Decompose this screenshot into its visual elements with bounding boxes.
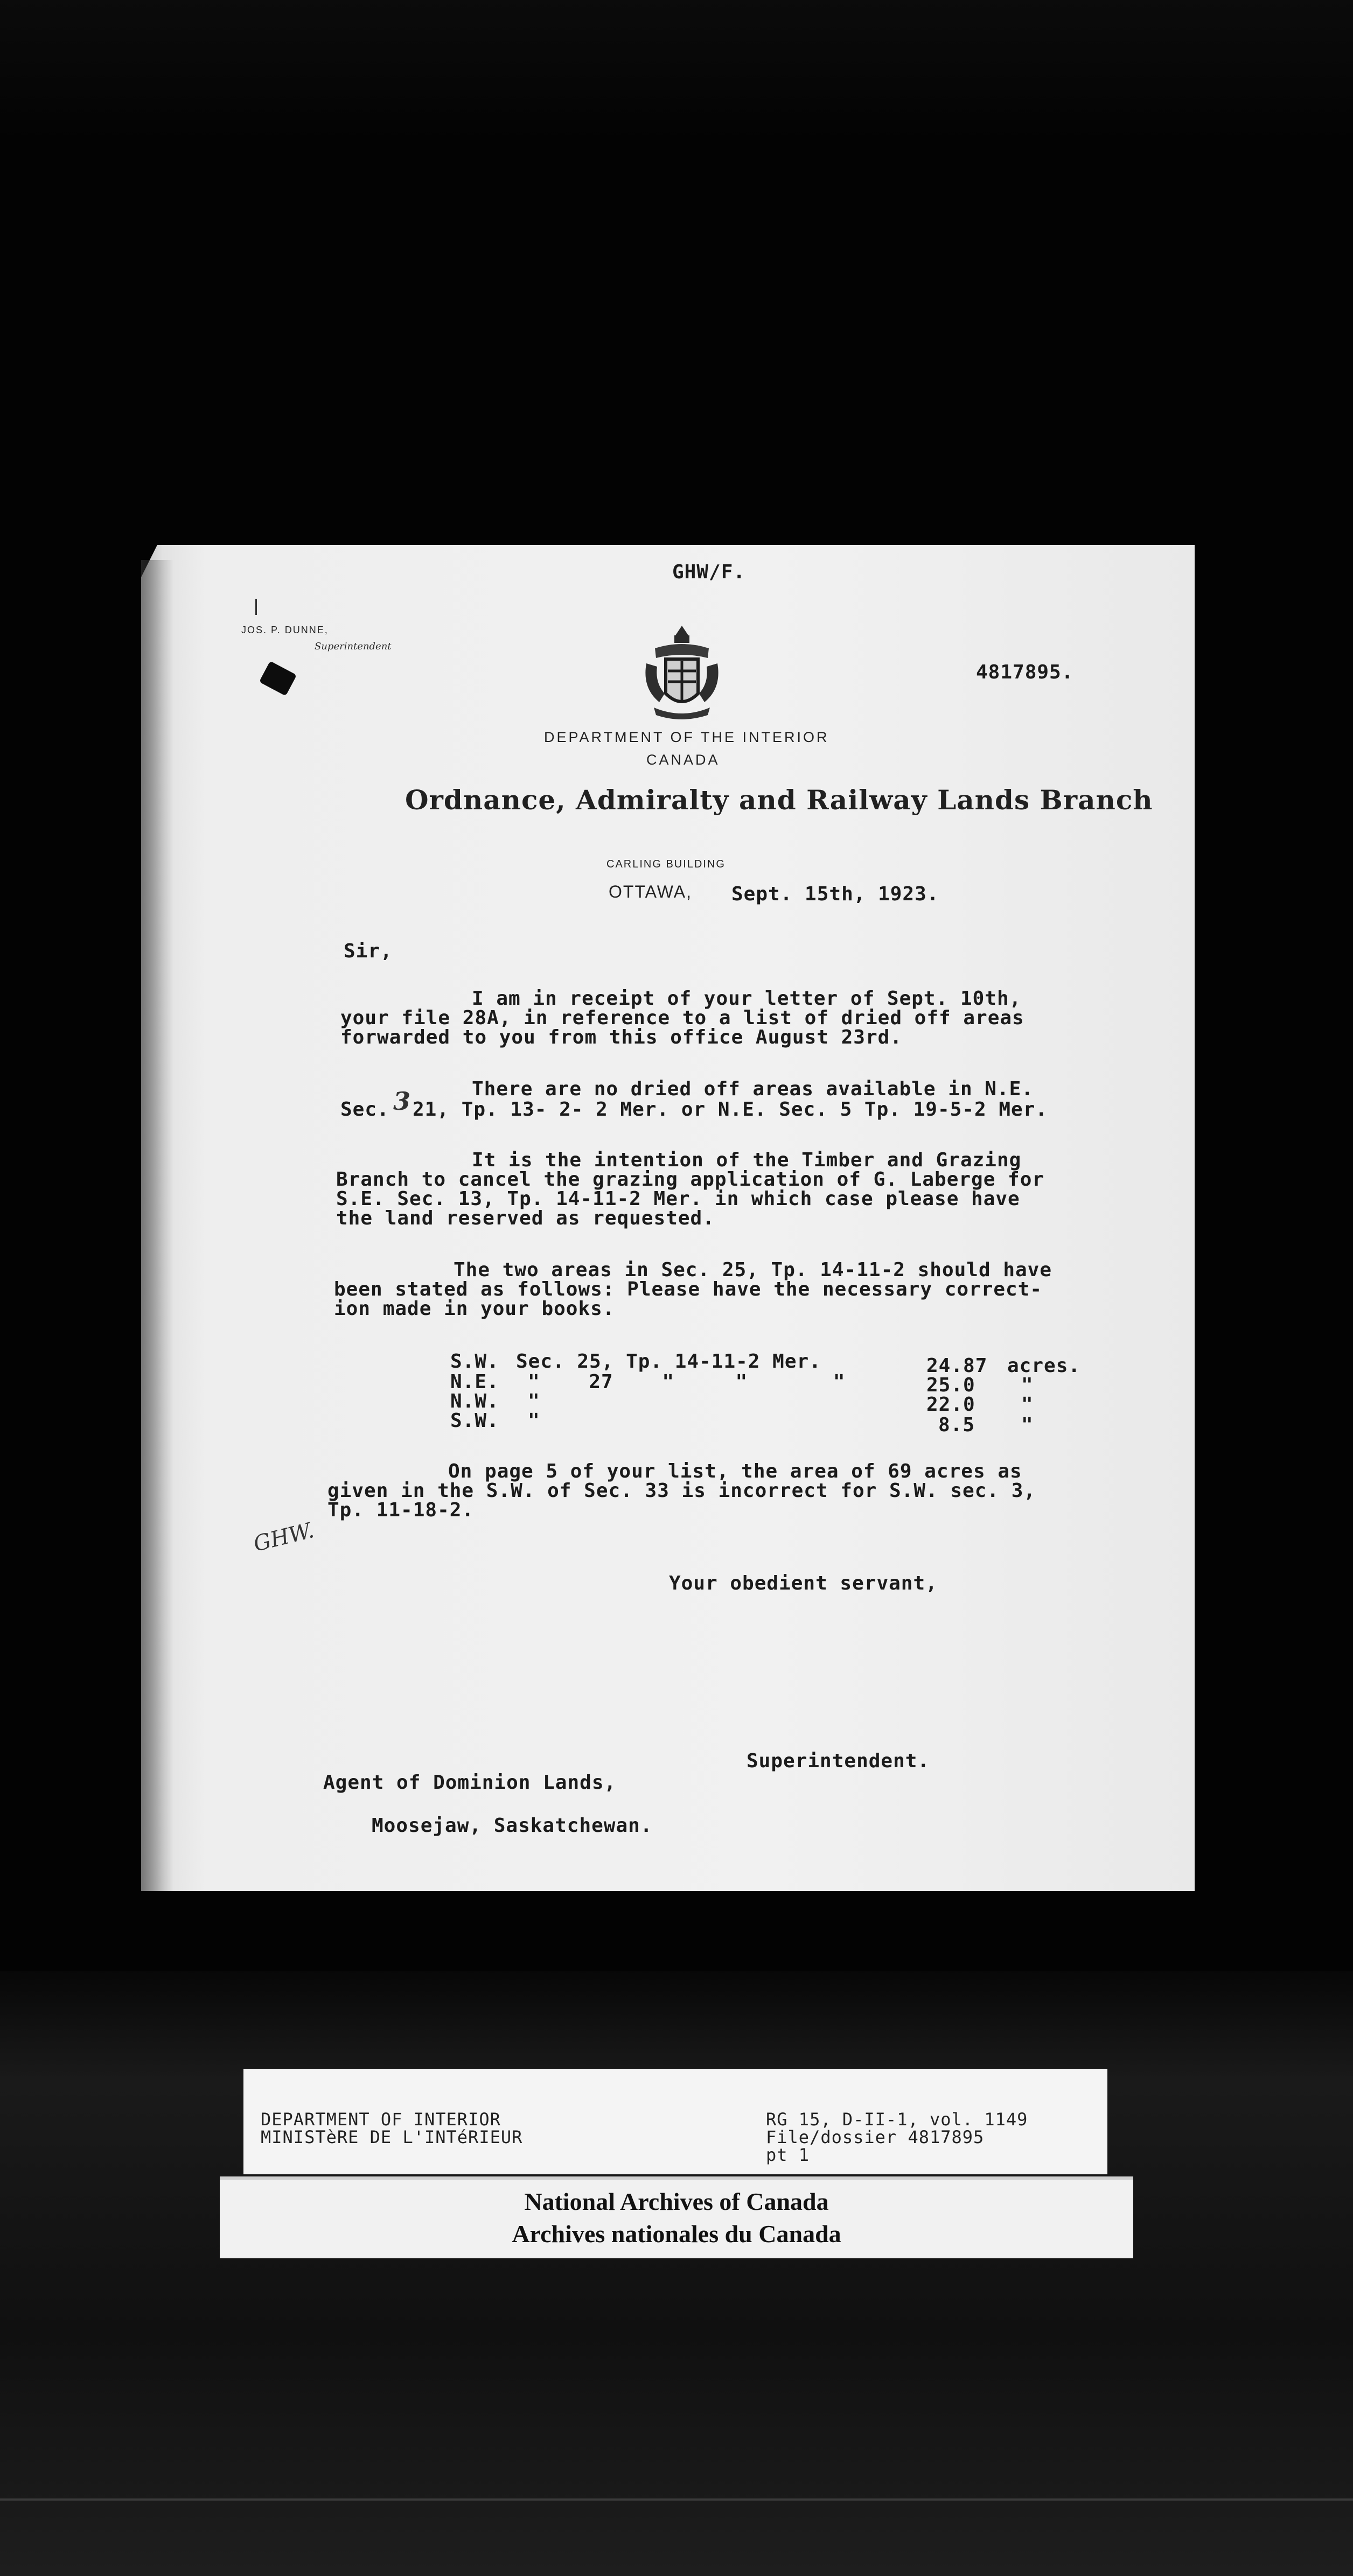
area-acres: 22.0 [926, 1394, 975, 1416]
para4-line: ion made in your books. [334, 1298, 615, 1320]
para4-line: been stated as follows: Please have the necessary correct- [334, 1278, 1043, 1300]
para3-line: the land reserved as requested. [336, 1207, 715, 1229]
para2-line: 21, Tp. 13- 2- 2 Mer. or N.E. Sec. 5 Tp. 19-5-2 Mer. [413, 1098, 1048, 1121]
para5-line: On page 5 of your list, the area of 69 acres as [448, 1460, 1022, 1482]
para5-line: Tp. 11-18-2. [327, 1499, 475, 1521]
para1-line: forwarded to you from this office August 23rd. [340, 1026, 902, 1048]
area-acres: 8.5 [938, 1414, 975, 1436]
sheet-shadow [141, 560, 173, 1891]
scan-background-top [0, 0, 1353, 140]
para3-line: It is the intention of the Timber and Grazing [472, 1149, 1022, 1171]
scan-background-bottom [0, 1971, 1353, 2576]
para5-line: given in the S.W. of Sec. 33 is incorrect for S.W. sec. 3, [327, 1480, 1036, 1502]
file-number: 4817895. [976, 661, 1074, 683]
coat-of-arms-icon [639, 624, 725, 722]
department-line-1: DEPARTMENT OF THE INTERIOR [544, 729, 829, 745]
salutation: Sir, [344, 940, 393, 962]
building-name: CARLING BUILDING [606, 858, 726, 870]
label-department-en: DEPARTMENT OF INTERIOR [261, 2109, 501, 2130]
para3-line: Branch to cancel the grazing application of G. Laberge for [336, 1168, 1045, 1191]
scan-bottom-rule [0, 2498, 1353, 2501]
area-quarter: N.W. [450, 1390, 499, 1412]
letter-date: Sept. 15th, 1923. [731, 883, 939, 905]
area-quarter: S.W. [450, 1350, 499, 1373]
label-part: pt 1 [766, 2145, 810, 2165]
area-quarter: N.E. [450, 1371, 499, 1393]
label-record-group: RG 15, D-II-1, vol. 1149 [766, 2109, 1028, 2130]
para2-sec-label: Sec. [340, 1098, 389, 1121]
archives-banner [220, 2176, 1133, 2258]
archives-name-fr: Archives nationales du Canada [512, 2220, 841, 2248]
area-unit: " [1021, 1414, 1034, 1436]
handwritten-initials: GHW. [251, 1517, 317, 1557]
department-line-2: CANADA [646, 752, 720, 768]
area-unit: acres. [1007, 1355, 1081, 1377]
tick-mark [255, 599, 257, 615]
area-description: Sec. 25, Tp. 14-11-2 Mer. [516, 1350, 821, 1373]
area-description: " [528, 1410, 540, 1432]
area-description: " [528, 1390, 540, 1412]
area-quarter: S.W. [450, 1410, 499, 1432]
recipient-line-2: Moosejaw, Saskatchewan. [372, 1815, 653, 1837]
area-acres: 25.0 [926, 1374, 975, 1396]
para3-line: S.E. Sec. 13, Tp. 14-11-2 Mer. in which case please have [336, 1188, 1020, 1210]
city: OTTAWA, [609, 882, 693, 901]
branch-name: Ordnance, Admiralty and Railway Lands Branch [405, 784, 1153, 816]
file-reference: GHW/F. [672, 561, 746, 583]
label-file-number: File/dossier 4817895 [766, 2127, 985, 2147]
para4-line: The two areas in Sec. 25, Tp. 14-11-2 should have [454, 1259, 1052, 1281]
signature-title: Superintendent. [747, 1750, 930, 1772]
handwritten-correction: 3 [393, 1087, 411, 1116]
label-department-fr: MINISTèRE DE L'INTéRIEUR [261, 2127, 523, 2147]
closing: Your obedient servant, [669, 1572, 938, 1594]
superintendent-name: JOS. P. DUNNE, [241, 625, 329, 635]
area-description: " 27 " " " [528, 1371, 846, 1393]
superintendent-title: Superintendent [315, 641, 392, 652]
archive-file-label [243, 2069, 1107, 2174]
archives-name-en: National Archives of Canada [524, 2188, 829, 2215]
para1-line: I am in receipt of your letter of Sept. 10th, [472, 988, 1022, 1010]
area-unit: " [1021, 1394, 1034, 1416]
recipient-line-1: Agent of Dominion Lands, [323, 1772, 617, 1794]
para2-line: There are no dried off areas available in N.E. [472, 1078, 1034, 1100]
area-unit: " [1021, 1374, 1034, 1396]
area-acres: 24.87 [926, 1355, 988, 1377]
para1-line: your file 28A, in reference to a list of dried off areas [340, 1007, 1024, 1029]
